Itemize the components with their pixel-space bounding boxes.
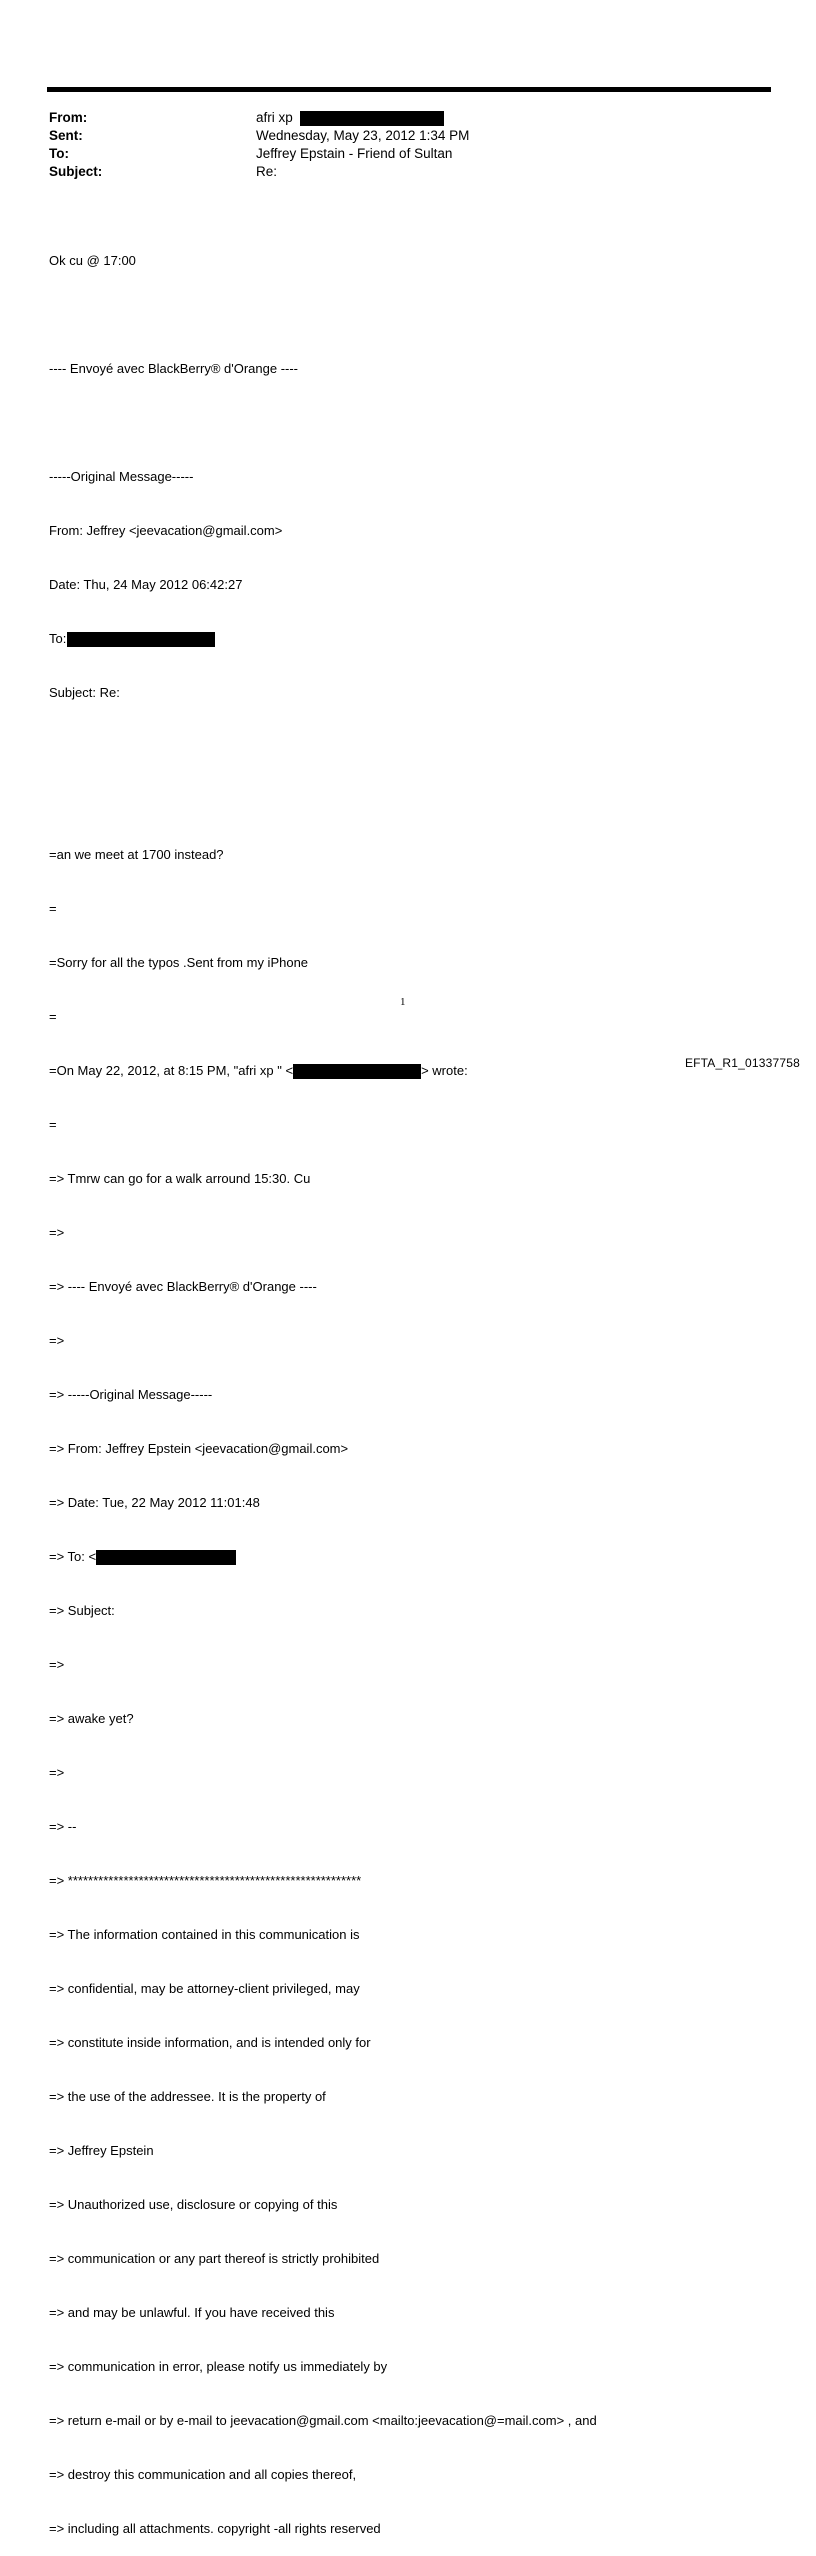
body-line: Subject: Re: xyxy=(49,685,120,700)
body-line: ---- Envoyé avec BlackBerry® d'Orange ---- xyxy=(49,361,299,376)
body-line xyxy=(49,738,789,756)
subject-row xyxy=(49,163,749,181)
body-line: Date: Thu, 24 May 2012 06:42:27 xyxy=(49,577,243,592)
header-rule xyxy=(47,87,771,92)
body-line: =Sorry for all the typos .Sent from my iPhone xyxy=(49,955,309,970)
redaction-box xyxy=(293,1064,421,1079)
body-line: => ********************************************************** xyxy=(49,1873,362,1888)
body-line xyxy=(49,792,789,810)
redaction-box xyxy=(67,632,215,647)
email-header xyxy=(49,109,749,181)
body-line: => Unauthorized use, disclosure or copying of this xyxy=(49,2197,338,2212)
body-line: => ---- Envoyé avec BlackBerry® d'Orange ---- xyxy=(49,1279,317,1294)
body-line: -----Original Message----- xyxy=(49,469,194,484)
body-line: => -- xyxy=(49,1819,77,1834)
from-value: afri xp xyxy=(256,110,293,125)
body-line xyxy=(49,414,789,432)
body-line: => Jeffrey Epstein xyxy=(49,2143,154,2158)
subject-label: Subject: xyxy=(49,164,103,179)
body-line: => destroy this communication and all copies thereof, xyxy=(49,2467,357,2482)
body-line: => From: Jeffrey Epstein <jeevacation@gmail.com> xyxy=(49,1441,349,1456)
redaction-box xyxy=(300,111,444,126)
body-line: => xyxy=(49,1333,65,1348)
message-body xyxy=(49,216,789,2556)
body-line: => Subject: xyxy=(49,1603,115,1618)
quoted-header-start: =On May 22, 2012, at 8:15 PM, "afri xp " < xyxy=(49,1063,294,1078)
body-line: => xyxy=(49,1657,65,1672)
body-line: => return e-mail or by e-mail to jeevacation@gmail.com <mailto:jeevacation@=mail.com> , and xyxy=(49,2413,597,2428)
body-line-wrote xyxy=(49,1062,789,1080)
to-row xyxy=(49,145,749,163)
body-line: => Tmrw can go for a walk arround 15:30. Cu xyxy=(49,1171,311,1186)
body-line: = xyxy=(49,1009,57,1024)
body-line: From: Jeffrey <jeevacation@gmail.com> xyxy=(49,523,283,538)
body-line: => -----Original Message----- xyxy=(49,1387,213,1402)
quoted-header-end: > wrote: xyxy=(421,1063,468,1078)
to-value: Jeffrey Epstain - Friend of Sultan xyxy=(256,146,453,161)
body-line: => including all attachments. copyright -all rights reserved xyxy=(49,2521,381,2536)
to-prefix: => To: < xyxy=(49,1549,97,1564)
body-line-to xyxy=(49,630,789,648)
body-line: => xyxy=(49,1225,65,1240)
sent-value: Wednesday, May 23, 2012 1:34 PM xyxy=(256,128,470,143)
body-line: => and may be unlawful. If you have received this xyxy=(49,2305,335,2320)
page-number: 1 xyxy=(400,996,406,1008)
sent-label: Sent: xyxy=(49,128,83,143)
body-line: => the use of the addressee. It is the property of xyxy=(49,2089,326,2104)
body-line: => constitute inside information, and is intended only for xyxy=(49,2035,371,2050)
redaction-box xyxy=(96,1550,236,1565)
to-label: To: xyxy=(49,146,69,161)
subject-value: Re: xyxy=(256,164,278,179)
from-row xyxy=(49,109,749,127)
body-line: => awake yet? xyxy=(49,1711,134,1726)
body-line: Ok cu @ 17:00 xyxy=(49,253,136,268)
body-line: = xyxy=(49,901,57,916)
body-line xyxy=(49,306,789,324)
body-line: => confidential, may be attorney-client privileged, may xyxy=(49,1981,360,1996)
body-line: => communication in error, please notify us immediately by xyxy=(49,2359,388,2374)
body-line: => communication or any part thereof is strictly prohibited xyxy=(49,2251,380,2266)
body-line-to xyxy=(49,1548,789,1566)
body-line: => xyxy=(49,1765,65,1780)
body-line: => The information contained in this communication is xyxy=(49,1927,360,1942)
body-line: =an we meet at 1700 instead? xyxy=(49,847,224,862)
document-id: EFTA_R1_01337758 xyxy=(684,1056,800,1070)
sent-row xyxy=(49,127,749,145)
from-label: From: xyxy=(49,110,88,125)
body-line: => Date: Tue, 22 May 2012 11:01:48 xyxy=(49,1495,260,1510)
body-line: = xyxy=(49,1117,57,1132)
to-prefix: To: xyxy=(49,631,67,646)
